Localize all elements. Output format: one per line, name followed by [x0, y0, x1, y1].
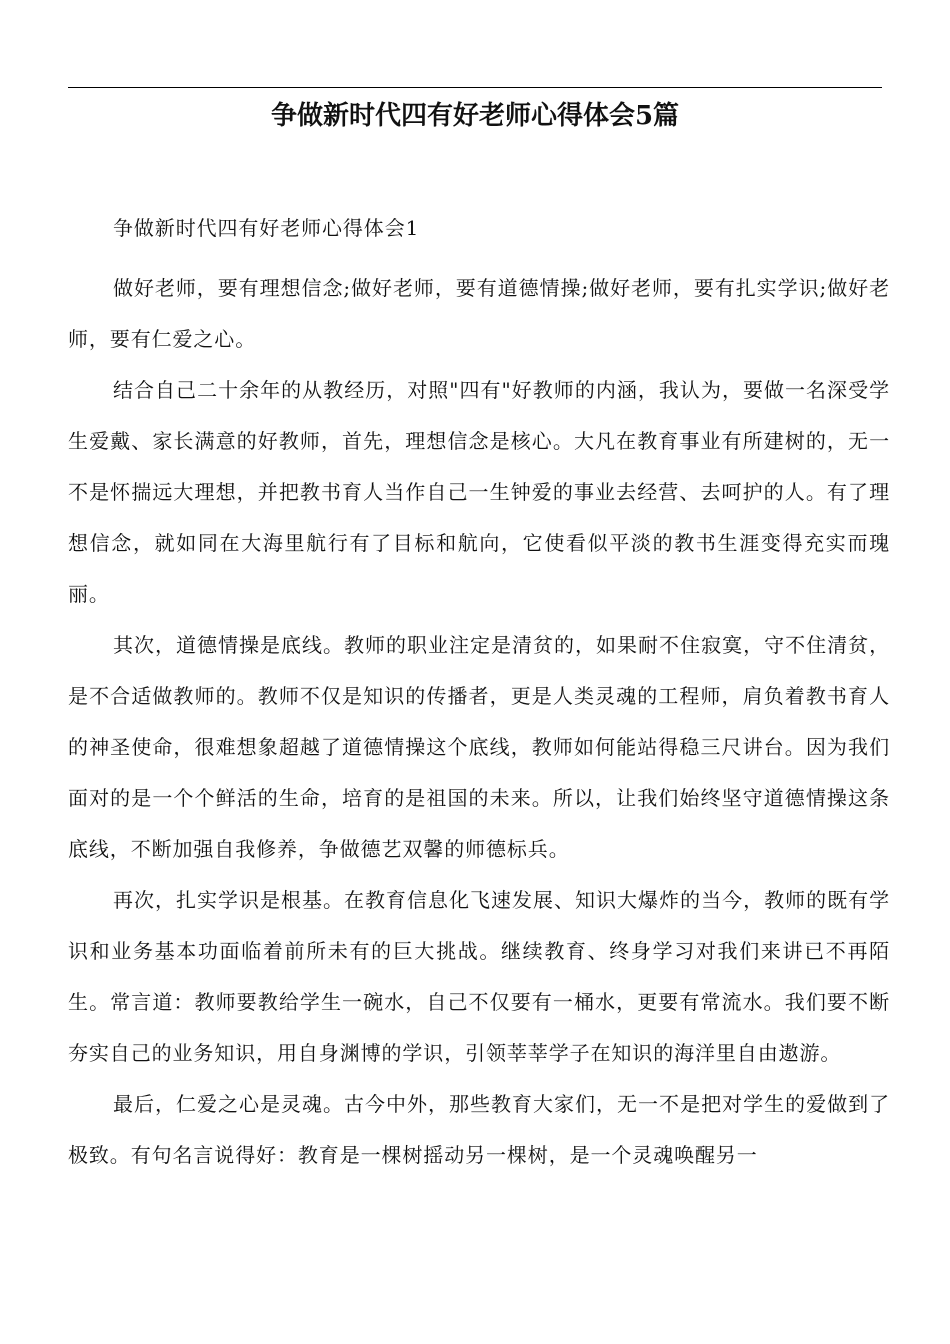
document-body [68, 208, 890, 1181]
section-heading: 争做新时代四有好老师心得体会1 [113, 216, 420, 240]
paragraph-intro: 做好老师，要有理想信念;做好老师，要有道德情操;做好老师，要有扎实学识;做好老师，要有仁爱之心。 [68, 276, 890, 351]
paragraph-knowledge: 再次，扎实学识是根基。在教育信息化飞速发展、知识大爆炸的当今，教师的既有学识和业务基本功面临着前所未有的巨大挑战。继续教育、终身学习对我们来讲已不再陌生。常言道：教师要教给学生一碗水，自己不仅要有一桶水，更要有常流水。我们要不断夯实自己的业务知识，用自身渊博的学识，引领莘莘学子在知识的海洋里自由遨游。 [68, 888, 890, 1065]
document-title: 争做新时代四有好老师心得体会5篇 [270, 101, 680, 131]
paragraph-ideals: 结合自己二十余年的从教经历，对照"四有"好教师的内涵，我认为，要做一名深受学生爱戴、家长满意的好教师，首先，理想信念是核心。大凡在教育事业有所建树的，无一不是怀揣远大理想，并把教书育人当作自己一生钟爱的事业去经营、去呵护的人。有了理想信念，就如同在大海里航行有了目标和航向，它使看似平淡的教书生涯变得充实而瑰丽。 [68, 378, 890, 606]
paragraph-ethics: 其次，道德情操是底线。教师的职业注定是清贫的，如果耐不住寂寞，守不住清贫，是不合适做教师的。教师不仅是知识的传播者，更是人类灵魂的工程师，肩负着教书育人的神圣使命，很难想象超越了道德情操这个底线，教师如何能站得稳三尺讲台。因为我们面对的是一个个鲜活的生命，培育的是祖国的未来。所以，让我们始终坚守道德情操这条底线，不断加强自我修养，争做德艺双馨的师德标兵。 [68, 633, 890, 861]
header-rule [68, 87, 882, 88]
paragraph-love: 最后，仁爱之心是灵魂。古今中外，那些教育大家们，无一不是把对学生的爱做到了极致。有句名言说得好：教育是一棵树摇动另一棵树，是一个灵魂唤醒另一 [68, 1092, 890, 1167]
